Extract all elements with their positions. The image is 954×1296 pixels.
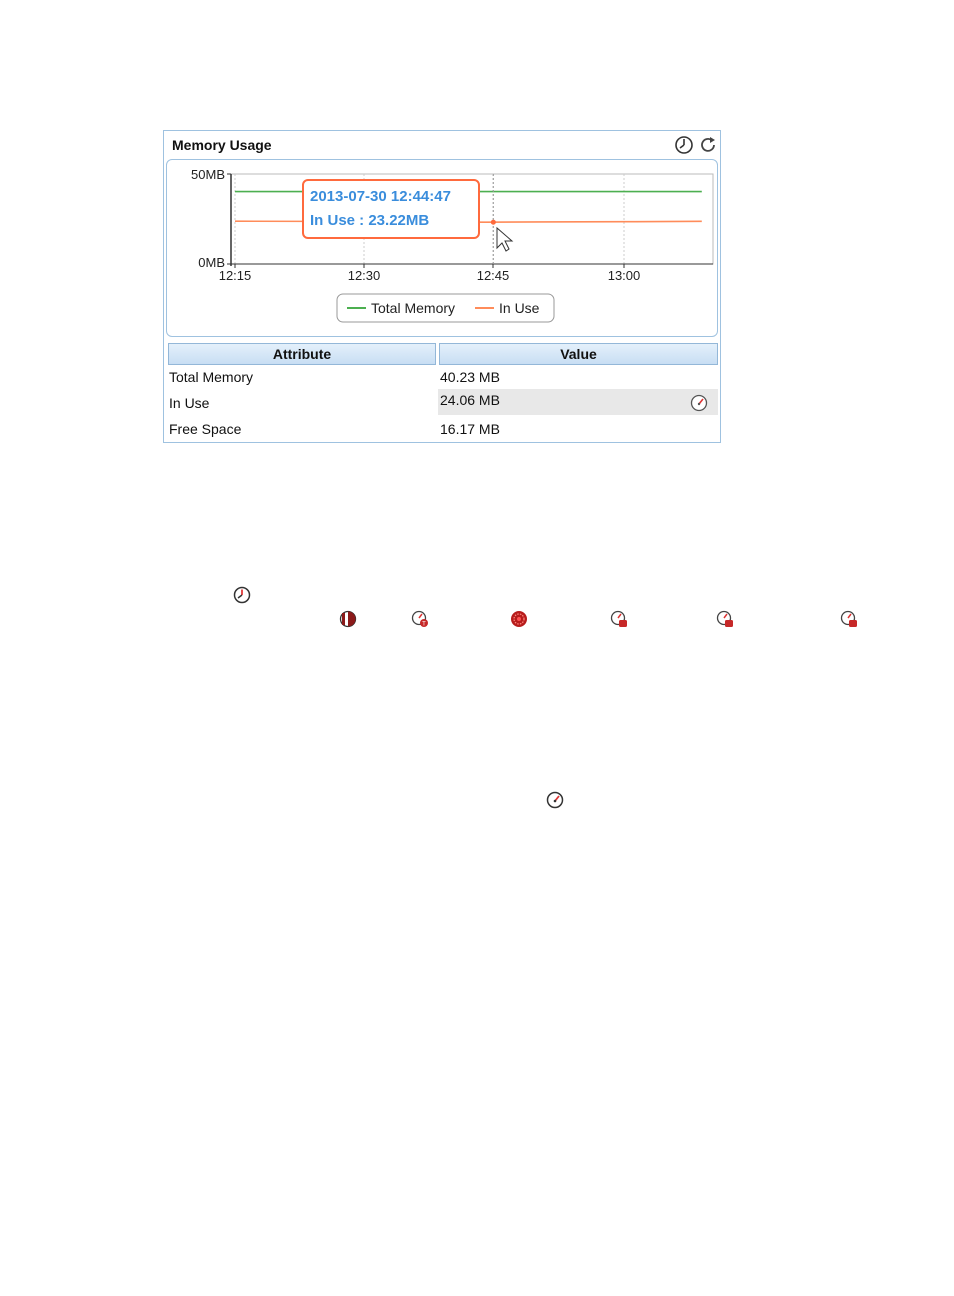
tooltip-timestamp: 2013-07-30 12:44:47 xyxy=(310,188,451,205)
level-icon xyxy=(339,610,357,628)
table-row-attribute: Total Memory xyxy=(169,369,254,385)
hover-point xyxy=(491,220,496,225)
column-header-value[interactable]: Value xyxy=(439,343,718,365)
critical-icon xyxy=(510,610,528,628)
x-tick-label: 12:15 xyxy=(218,268,252,283)
y-tick-label: 0MB xyxy=(198,255,225,270)
x-tick-label: 13:00 xyxy=(607,268,641,283)
history-clock-icon xyxy=(233,586,251,604)
table-row-attribute: Free Space xyxy=(169,421,242,437)
gauge-icon xyxy=(546,791,564,809)
legend-item: In Use xyxy=(499,300,540,316)
y-tick-label: 50MB xyxy=(191,167,225,182)
table-row-value: 40.23 MB xyxy=(440,369,500,385)
table-row-value: 24.06 MB xyxy=(440,392,500,408)
mouse-cursor-icon xyxy=(497,228,512,251)
threshold-icon xyxy=(716,610,734,628)
memory-usage-panel xyxy=(163,130,721,443)
memory-chart xyxy=(167,160,719,338)
column-header-attribute[interactable]: Attribute xyxy=(168,343,436,365)
table-row-value: 16.17 MB xyxy=(440,421,500,437)
legend-item: Total Memory xyxy=(371,300,456,316)
refresh-icon[interactable] xyxy=(698,135,718,155)
alarm-icon xyxy=(411,610,429,628)
x-tick-label: 12:30 xyxy=(347,268,381,283)
history-clock-icon[interactable] xyxy=(674,135,694,155)
tooltip-value: In Use : 23.22MB xyxy=(310,212,430,229)
svg-text:T: T xyxy=(422,621,426,628)
panel-title: Memory Usage xyxy=(172,137,272,153)
table-row-attribute: In Use xyxy=(169,395,210,411)
gauge-icon[interactable] xyxy=(690,394,708,412)
threshold-icon xyxy=(610,610,628,628)
threshold-icon xyxy=(840,610,858,628)
chart-area xyxy=(166,159,718,337)
x-tick-label: 12:45 xyxy=(476,268,510,283)
